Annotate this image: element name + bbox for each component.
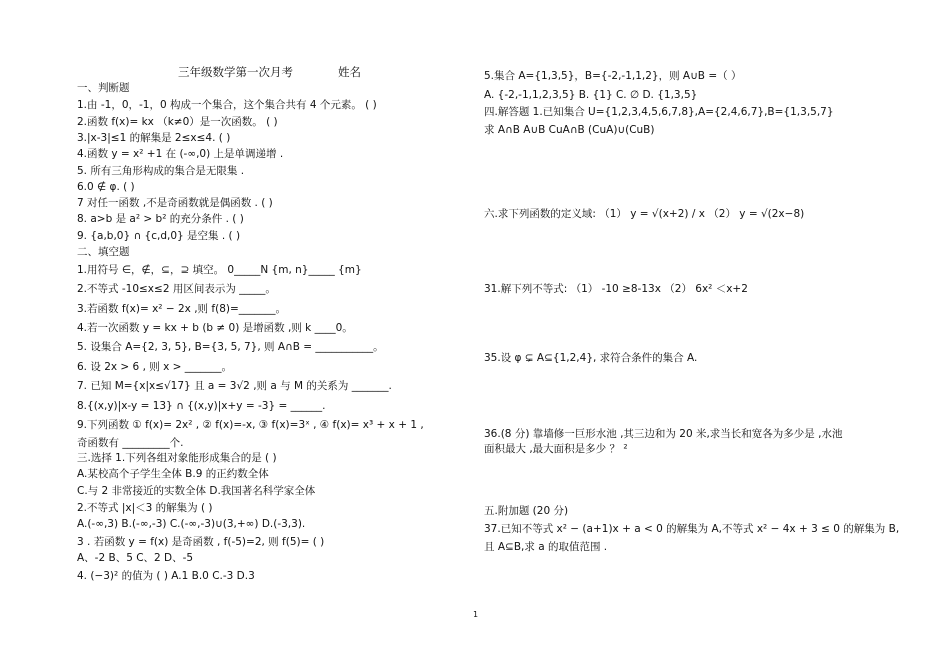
text-line-c1b: C.与 2 非常接近的实数全体 D.我国著名科学家全体 — [77, 485, 316, 497]
text-line-j5: 5. 所有三角形构成的集合是无限集 . — [77, 165, 245, 177]
text-line-r36a: 36.(8 分) 靠墙修一巨形水池 ,其三边和为 20 米,求当长和宽各为多少是 ,水池 — [484, 428, 843, 440]
text-line-f8: 8.{(x,y)|x-y = 13} ∩ {(x,y)|x+y = -3} = ______. — [77, 400, 326, 412]
text-line-r35: 35.设 φ ⊊ A⊆{1,2,4}, 求符合条件的集合 A. — [484, 352, 698, 364]
text-line-j1: 1.由 -1，0，-1，0 构成一个集合，这个集合共有 4 个元素。 ( ) — [77, 99, 377, 111]
text-line-f6: 6. 设 2x > 6 , 则 x > _______。 — [77, 361, 233, 373]
text-line-j3: 3.|x-3|≤1 的解集是 2≤x≤4. ( ) — [77, 132, 231, 144]
text-line-r37a: 37.已知不等式 x² − (a+1)x + a < 0 的解集为 A,不等式 x² − 4x + 3 ≤ 0 的解集为 B, — [484, 523, 900, 535]
text-line-f3: 3.若函数 f(x)= x² − 2x ,则 f(8)=_______。 — [77, 303, 287, 315]
text-line-s2: 二、填空题 — [77, 246, 130, 258]
text-line-f5: 5. 设集合 A={2, 3, 5}, B={3, 5, 7}, 则 A∩B = ___________。 — [77, 341, 384, 353]
text-line-r6: 六.求下列函数的定义域: （1） y = √(x+2) / x （2） y = √(2x−8) — [484, 208, 805, 220]
text-line-c3: 3 . 若函数 y = f(x) 是奇函数 , f(-5)=2, 则 f(5)= ( ) — [77, 536, 325, 548]
text-line-j6: 6.0 ∉ φ. ( ) — [77, 181, 135, 193]
name-label: 姓名 — [338, 65, 361, 79]
text-line-r4: 四.解答题 1.已知集合 U={1,2,3,4,5,6,7,8},A={2,4,6,7},B={1,3,5,7} — [484, 106, 834, 118]
text-line-c3o: A、-2 B、5 C、2 D、-5 — [77, 552, 194, 564]
text-line-j8: 8. a>b 是 a² > b² 的充分条件 . ( ) — [77, 213, 244, 225]
text-line-r5h: 五.附加题 (20 分) — [484, 505, 569, 517]
text-line-j7: 7 对任一函数 ,不是奇函数就是偶函数 . ( ) — [77, 197, 273, 209]
text-line-c4: 4. (−3)² 的值为 ( ) A.1 B.0 C.-3 D.3 — [77, 570, 255, 582]
text-line-c2o: A.(-∞,3) B.(-∞,-3) C.(-∞,-3)∪(3,+∞) D.(-3,3). — [77, 518, 306, 530]
exam-title: 三年级数学第一次月考 — [178, 65, 293, 79]
text-line-r37b: 且 A⊆B,求 a 的取值范围 . — [484, 541, 608, 553]
text-line-f2: 2.不等式 -10≤x≤2 用区间表示为 _____。 — [77, 283, 276, 295]
text-line-r4b: 求 A∩B A∪B CuA∩B (CuA)∪(CuB) — [484, 124, 655, 136]
text-line-r36b: 面积最大 ,最大面积是多少 ？ ² — [484, 443, 628, 455]
text-line-f9: 9.下列函数 ① f(x)= 2x² , ② f(x)=-x, ③ f(x)=3ˣ , ④ f(x)= x³ + x + 1 , — [77, 419, 424, 431]
text-line-s3: 三.选择 1.下列各组对象能形成集合的是 ( ) — [77, 452, 277, 464]
text-line-c1a: A.某校高个子学生全体 B.9 的正约数全体 — [77, 468, 269, 480]
text-line-f4: 4.若一次函数 y = kx + b (b ≠ 0) 是增函数 ,则 k ____0。 — [77, 322, 353, 334]
text-line-r31: 31.解下列不等式: （1） -10 ≥8-13x （2） 6x² ＜x+2 — [484, 283, 748, 295]
text-line-f7: 7. 已知 M={x|x≤√17} 且 a = 3√2 ,则 a 与 M 的关系为 _______. — [77, 380, 392, 392]
text-line-j4: 4.函数 y = x² +1 在 (-∞,0) 上是单调递增 . — [77, 148, 284, 160]
text-line-c2: 2.不等式 |x|＜3 的解集为 ( ) — [77, 502, 213, 514]
text-line-r5o: A. {-2,-1,1,2,3,5} B. {1} C. ∅ D. {1,3,5} — [484, 89, 698, 101]
text-line-f9b: 奇函数有 _________个. — [77, 437, 184, 449]
page-number: 1 — [473, 610, 479, 619]
text-line-j9: 9. {a,b,0} ∩ {c,d,0} 是空集 . ( ) — [77, 230, 241, 242]
text-line-r5: 5.集合 A={1,3,5}，B={-2,-1,1,2}，则 A∪B =（ ） — [484, 70, 742, 82]
text-line-f1: 1.用符号 ∈，∉，⊆，⊇ 填空。 0_____N {m, n}_____ {m} — [77, 264, 362, 276]
text-line-s1: 一、判断题 — [77, 82, 130, 94]
text-line-j2: 2.函数 f(x)= kx （k≠0）是一次函数。 ( ) — [77, 116, 278, 128]
